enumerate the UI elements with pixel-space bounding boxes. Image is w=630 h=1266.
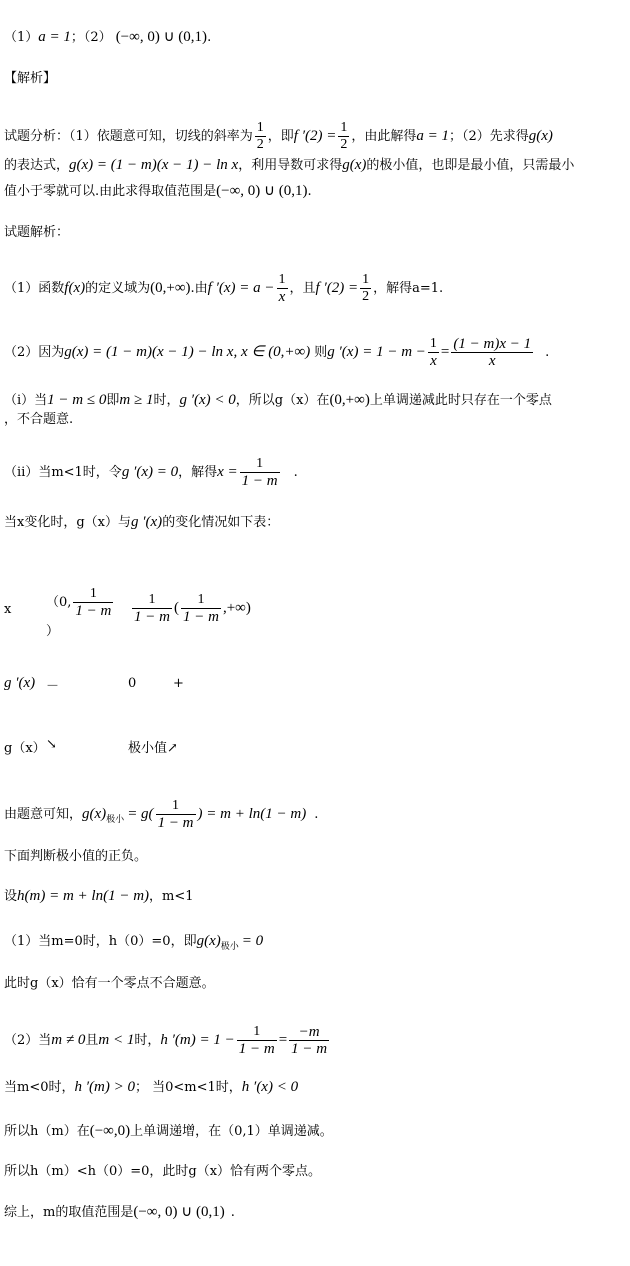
sub2-line: （2）当m ≠ 0且m < 1时，h ′(m) = 1 − $\frac{1}{1 - m}$ = $\frac{-m}{1 - m}$ (4, 1024, 328, 1057)
two-zeros-line: 所以h（m）<h（0）=0，此时g（x）恰有两个零点。 (4, 1164, 322, 1179)
answer-line: （1）a = 1；（2） (−∞, 0) ∪ (0,1). (4, 29, 212, 45)
solution-title: 试题解析： (4, 225, 70, 240)
table-row-g-label: g（x） (4, 741, 46, 756)
section-heading: 【解析】 (4, 71, 57, 86)
sub1-conclusion: 此时g（x）恰有一个零点不合题意。 (4, 976, 215, 991)
monotonic-line: 所以h（m）在(−∞,0)上单调递增，在（0,1）单调递减。 (4, 1123, 333, 1139)
fraction-1-over-x: $\frac{1}{x}$ (278, 272, 286, 305)
table-gprime-negative: － (46, 679, 60, 694)
judge-line: 下面判断极小值的正负。 (4, 849, 148, 864)
fraction-1-over-x: $\frac{1}{x}$ (429, 336, 437, 369)
fraction-half: $\frac{1}{2}$ (256, 120, 264, 152)
fraction-1-over-1-minus-m: $\frac{1}{1 - m}$ (241, 456, 278, 489)
conclusion-line: 综上，m的取值范围是(−∞, 0) ∪ (0,1) . (4, 1204, 235, 1220)
table-gprime-positive: + (173, 676, 184, 691)
table-cell-interval-1-close: ） (46, 624, 60, 639)
decreasing-arrow-icon: ↘ (46, 737, 57, 752)
sub1-line: （1）当m=0时，h（0）=0，即$g(x)_{极小} = 0$ (4, 933, 264, 952)
analysis-line-1: 试题分析：（1）依题意可知，切线的斜率为 $\frac{1}{2}$ ，即f ′(2) = $\frac{1}{2}$ ，由此解得a = 1；（2）先求得g(x) (4, 120, 553, 152)
fraction-half: $\frac{1}{2}$ (362, 272, 370, 304)
table-cell-interval-1: （0, $\frac{1}{1 - m}$ (46, 586, 112, 619)
table-row-gprime-label: g ′(x) (4, 675, 36, 691)
fraction-half: $\frac{1}{2}$ (340, 120, 348, 152)
hdef-line: 设h(m) = m + ln(1 − m)，m<1 (4, 888, 194, 904)
signs-line: 当m<0时，h ′(m) > 0； 当0<m<1时，h ′(x) < 0 (4, 1079, 299, 1095)
table-intro: 当x变化时，g（x）与g ′(x)的变化情况如下表： (4, 514, 280, 530)
table-cell-critical: $\frac{1}{1 - m}$ (134, 592, 170, 625)
table-cell-interval-2: ( $\frac{1}{1 - m}$ ,+∞) (174, 592, 251, 625)
analysis-line-3: 值小于零就可以.由此求得取值范围是(−∞, 0) ∪ (0,1). (4, 183, 312, 199)
part1-line: （1）函数f(x)的定义域为(0,+∞).由f ′(x) = a − $\frac{1}{x}$ ，且f ′(2) = $\frac{1}{2}$ ，解得a=1. (4, 272, 444, 305)
table-row-x-label: x (4, 602, 12, 617)
analysis-line-2: 的表达式，g(x) = (1 − m)(x − 1) − ln x，利用导数可求得g(x)的极小值，也即是最小值，只需最小 (4, 157, 575, 173)
case-i-line-1: （ⅰ）当1 − m ≤ 0即m ≥ 1时，g ′(x) < 0，所以g（x）在(0,+∞)上单调递减此时只存在一个零点 (4, 392, 552, 408)
part2-line: （2）因为g(x) = (1 − m)(x − 1) − ln x, x ∈ (0,+∞) 则g ′(x) = 1 − m − $\frac{1}{x}$ = $\frac{(1 - m)x - 1}{x}$ . (4, 336, 550, 369)
table-gprime-zero: 0 (128, 676, 137, 691)
table-g-minimum: 极小值↗ (128, 741, 178, 756)
fraction-derivative: $\frac{(1 - m)x - 1}{x}$ (453, 336, 532, 369)
case-ii-line: （ⅱ）当m<1时，令g ′(x) = 0，解得x = $\frac{1}{1 - m}$ . (4, 456, 298, 489)
case-i-line-2: ，不合题意. (4, 412, 74, 427)
min-value-line: 由题意可知，$g(x)_{极小} = g$( $\frac{1}{1 - m}$ ) = m + ln(1 − m) . (4, 798, 319, 831)
